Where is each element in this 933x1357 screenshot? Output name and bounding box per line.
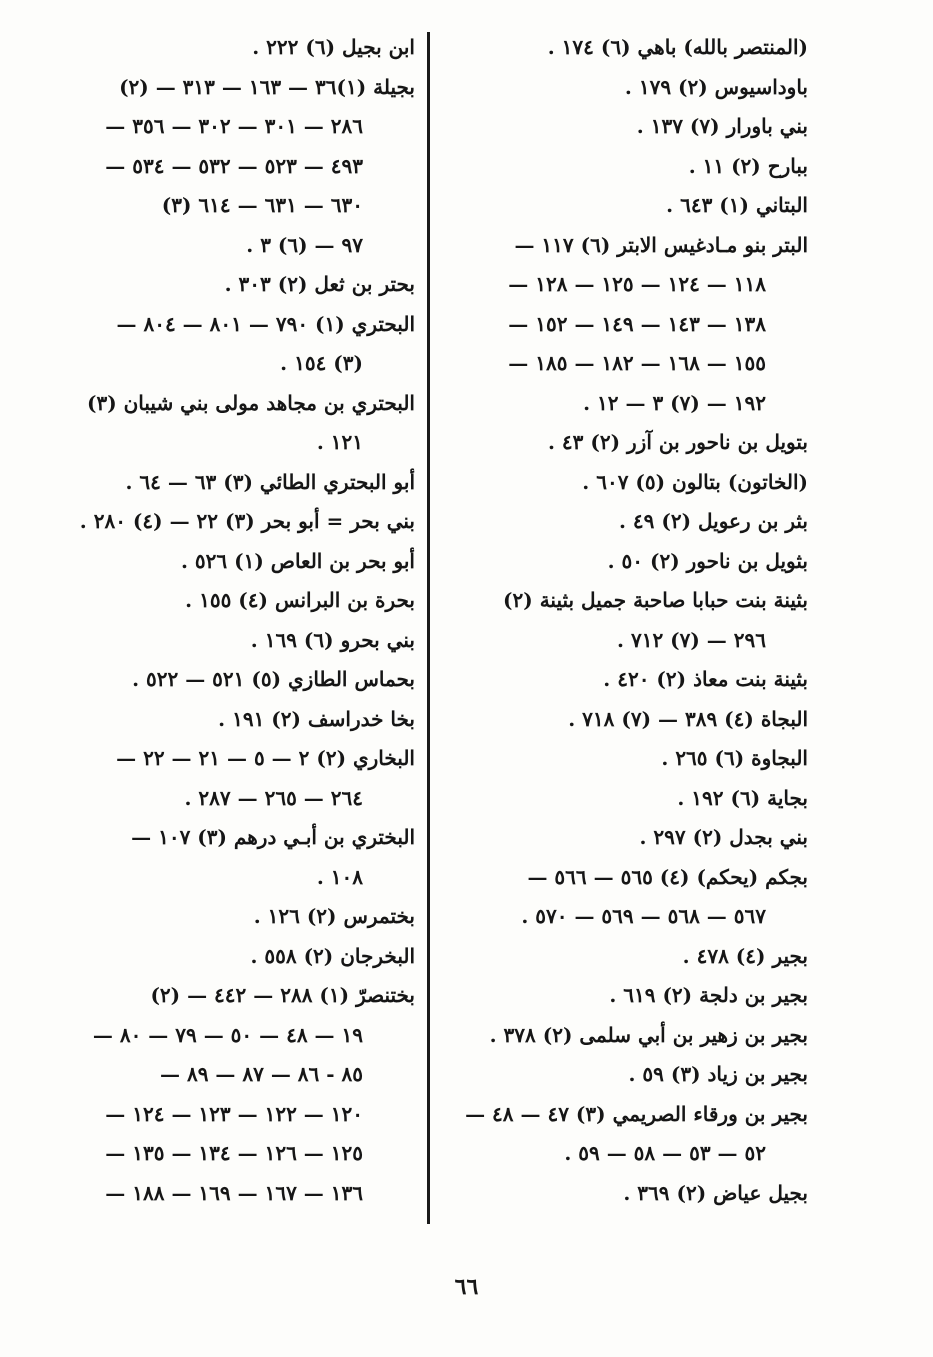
index-entry-continuation: ٦٣٠ — ٦٣١ — ٦١٤ (٣) <box>161 193 363 217</box>
index-entry: البجاة (٤) ٣٨٩ — (٧) ٧١٨ . <box>568 706 808 731</box>
index-entry: بحماس الطازي (٥) ٥٢١ — ٥٢٢ . <box>132 667 415 691</box>
index-entry: بجير بن زهير بن أبي سلمى (٢) ٣٧٨ . <box>489 1022 808 1047</box>
index-entry: البحتري بن مجاهد مولى بني شيبان (٣) <box>86 390 415 415</box>
index-entry: البتر بنو مـادغيس الابتر (٦) ١١٧ — <box>514 232 808 257</box>
index-entry-continuation: ٤٩٣ — ٥٢٣ — ٥٣٢ — ٥٣٤ — <box>105 153 363 178</box>
right-column <box>448 28 808 1213</box>
page-number: ٦٦ <box>454 1274 479 1300</box>
index-entry: أبو البحتري الطائي (٣) ٦٣ — ٦٤ . <box>125 469 415 494</box>
index-entry: بني باورار (٧) ١٣٧ . <box>636 114 808 138</box>
index-entry: بخا خدراسف (٢) ١٩١ . <box>218 706 415 731</box>
index-entry: بني بحر = أبو بحر (٣) ٢٢ — (٤) ٢٨٠ . <box>79 509 415 533</box>
index-entry-continuation: ٢٨٦ — ٣٠١ — ٣٠٢ — ٣٥٦ — <box>105 114 363 138</box>
index-entry: البخاري (٢) ٢ — ٥ — ٢١ — ٢٢ — <box>116 746 415 770</box>
left-column <box>55 28 415 1213</box>
index-entry-continuation: ١٢١ . <box>316 430 363 454</box>
index-entry: ابن بجيل (٦) ٢٢٢ . <box>252 35 415 59</box>
index-entry: البحتري (١) ٧٩٠ — ٨٠١ — ٨٠٤ — <box>116 311 415 336</box>
index-entry: بني بحرو (٦) ١٦٩ . <box>250 627 415 652</box>
index-entry: (المنتصر بالله) باهي (٦) ١٧٤ . <box>547 35 808 59</box>
index-entry: بجيل عياض (٢) ٣٦٩ . <box>623 1180 808 1205</box>
index-entry-continuation: ٨٥ - ٨٦ — ٨٧ — ٨٩ — <box>159 1062 363 1086</box>
column-divider <box>427 32 430 1224</box>
index-entry-continuation: ٩٧ — (٦) ٣ . <box>246 232 363 257</box>
index-entry: بني بجدل (٢) ٢٩٧ . <box>639 825 808 849</box>
index-entry-continuation: ٥٢ — ٥٣ — ٥٨ — ٥٩ . <box>564 1141 766 1165</box>
index-entry: بجاية (٦) ١٩٢ . <box>677 785 808 810</box>
index-entry-continuation: ١٣٨ — ١٤٣ — ١٤٩ — ١٥٢ — <box>508 311 766 336</box>
index-entry: بثينة بنت حبابا صاحبة جميل بثينة (٢) <box>503 588 808 612</box>
index-entry: البتاني (١) ٦٤٣ . <box>666 193 808 217</box>
index-entry-continuation: ١٢٠ — ١٢٢ — ١٢٣ — ١٢٤ — <box>105 1101 363 1126</box>
index-entry: البخرجان (٢) ٥٥٨ . <box>250 943 415 968</box>
index-entry-continuation: ١٣٦ — ١٦٧ — ١٦٩ — ١٨٨ — <box>105 1180 363 1205</box>
index-entry-continuation: ٢٩٦ — (٧) ٧١٢ . <box>617 627 766 652</box>
index-entry: بجير (٤) ٤٧٨ . <box>682 943 808 968</box>
index-entry-continuation: ١٩ — ٤٨ — ٥٠ — ٧٩ — ٨٠ — <box>92 1022 363 1047</box>
index-entry: (الخاتون) بتالون (٥) ٦٠٧ . <box>582 469 808 494</box>
index-entry: بثويل بن ناحور (٢) ٥٠ . <box>607 548 808 573</box>
index-entry-continuation: (٣) ١٥٤ . <box>280 351 363 375</box>
index-entry: بجكم (يحكم) (٤) ٥٦٥ — ٥٦٦ — <box>527 864 808 889</box>
index-entry: بختمرس (٢) ١٢٦ . <box>253 904 415 928</box>
index-entry: بحرة بن البرانس (٤) ١٥٥ . <box>185 588 415 612</box>
index-entry: باوداسيوس (٢) ١٧٩ . <box>624 74 808 99</box>
index-entry-continuation: ١٠٨ . <box>316 864 363 889</box>
index-entry-continuation: ٥٦٧ — ٥٦٨ — ٥٦٩ — ٥٧٠ . <box>521 904 766 928</box>
index-entry: بتويل بن ناحور بن آزر (٢) ٤٣ . <box>547 430 808 454</box>
index-entry: بجير بن زياد (٣) ٥٩ . <box>628 1062 808 1086</box>
index-entry-continuation: ١٥٥ — ١٦٨ — ١٨٢ — ١٨٥ — <box>508 351 766 375</box>
index-entry: البجاوة (٦) ٢٦٥ . <box>661 746 808 770</box>
index-entry: بجير بن ورقاء الصريمي (٣) ٤٧ — ٤٨ — <box>465 1101 808 1126</box>
index-entry: بحتر بن ثعل (٢) ٣٠٣ . <box>224 272 415 296</box>
index-entry: بثر بن رعويل (٢) ٤٩ . <box>618 509 808 533</box>
index-entry: ببارح (٢) ١١ . <box>688 153 808 178</box>
index-entry: بجير بن دلجة (٢) ٦١٩ . <box>609 983 808 1007</box>
index-entry: أبو بحر بن العاص (١) ٥٢٦ . <box>180 548 415 573</box>
index-entry-continuation: ١٩٢ — (٧) ٣ — ١٢ . <box>583 390 766 415</box>
index-entry-continuation: ٢٦٤ — ٢٦٥ — ٢٨٧ . <box>184 785 363 810</box>
index-entry: البختري بن أبـي درهم (٣) ١٠٧ — <box>131 825 415 849</box>
index-entry: بجيلة (١)٣٦ — ١٦٣ — ٣١٣ — (٢) <box>119 74 415 99</box>
index-entry: بثينة بنت معاذ (٢) ٤٢٠ . <box>603 667 808 691</box>
index-entry-continuation: ١١٨ — ١٢٤ — ١٢٥ — ١٢٨ — <box>508 272 766 296</box>
index-entry-continuation: ١٢٥ — ١٢٦ — ١٣٤ — ١٣٥ — <box>105 1141 363 1165</box>
index-entry: بختنصرّ (١) ٢٨٨ — ٤٤٢ — (٢) <box>150 983 415 1007</box>
